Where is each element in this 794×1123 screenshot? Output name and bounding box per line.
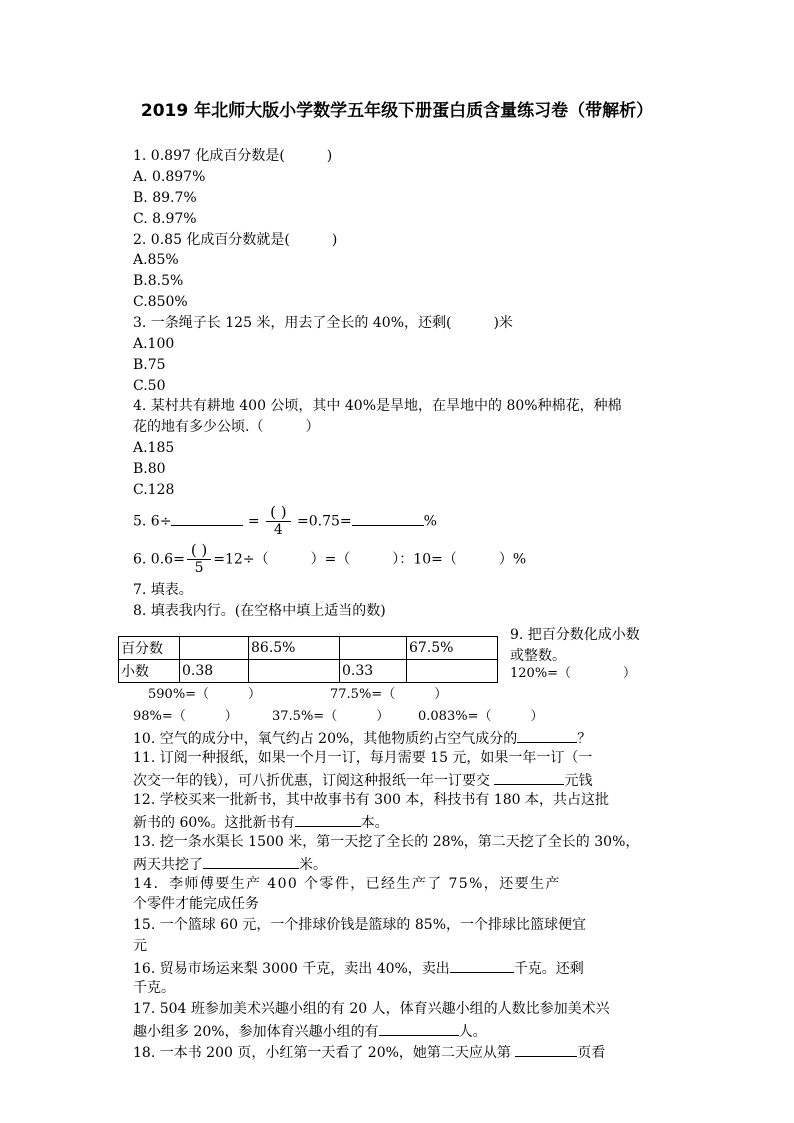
question-11-text: 次交一年的钱），可八折优惠，订阅这种报纸一年一订要交	[133, 773, 495, 789]
equals-sign: =	[247, 513, 260, 530]
question-17-unit: 人。	[458, 1024, 487, 1040]
question-16-line2: 千克。	[133, 980, 175, 996]
table-cell[interactable]	[340, 637, 407, 660]
question-12-line1: 12. 学校买来一批新书，其中故事书有 300 本，科技书有 180 本，共占这批	[133, 792, 609, 808]
document-title: 2019 年北师大版小学数学五年级下册蛋白质含量练习卷（带解析）	[140, 101, 654, 121]
question-3-option-b: B.75	[133, 357, 166, 373]
question-9-stem-line1: 9. 把百分数化成小数	[510, 627, 640, 643]
question-2-stem: 2. 0.85 化成百分数就是( )	[133, 232, 338, 248]
question-12-unit: 本。	[360, 815, 389, 831]
question-4-stem-line1: 4. 某村共有耕地 400 公顷，其中 40%是旱地，在旱地中的 80%种棉花，种棉	[133, 398, 622, 414]
question-11-unit: 元钱	[564, 773, 593, 789]
table-cell: 86.5%	[249, 637, 340, 660]
question-1-option-a: A. 0.897%	[133, 169, 206, 185]
question-9-item-37-5: 37.5%=（ ）	[272, 709, 390, 724]
question-2-option-a: A.85%	[133, 252, 179, 268]
question-2-option-c: C.850%	[133, 294, 188, 310]
question-17-text: 趣小组多 20%，参加体育兴趣小组的有	[133, 1024, 379, 1040]
question-14-line2: 个零件才能完成任务	[133, 896, 259, 912]
question-1-option-b: B. 89.7%	[133, 190, 197, 206]
question-11-line1: 11. 订阅一种报纸，如果一个月一订，每月需要 15 元，如果一年一订（一	[133, 750, 593, 766]
row-header-percent: 百分数	[119, 637, 180, 660]
answer-blank[interactable]	[171, 510, 243, 526]
question-5	[133, 504, 437, 539]
question-2-option-b: B.8.5%	[133, 273, 184, 289]
question-4-option-c: C.128	[133, 482, 175, 498]
question-15-line2: 元	[133, 938, 147, 954]
question-10	[133, 727, 591, 749]
answer-blank[interactable]	[352, 510, 424, 526]
answer-blank[interactable]	[450, 957, 514, 973]
question-4-stem-line2: 花的地有多少公顷.（ ）	[133, 419, 320, 435]
question-13-unit: 米。	[299, 857, 327, 873]
table-cell: 0.38	[180, 660, 249, 683]
question-10-text: 10. 空气的成分中，氧气约占 20%，其他物质约占空气成分的	[133, 731, 518, 747]
question-6-prefix: 6. 0.6=	[133, 551, 185, 568]
fill-in-table	[118, 636, 498, 683]
question-3-option-c: C.50	[133, 378, 166, 394]
question-1-stem: 1. 0.897 化成百分数是( )	[133, 148, 333, 164]
answer-blank[interactable]	[494, 769, 564, 785]
question-5-prefix: 5. 6÷	[133, 513, 172, 530]
question-9-item-0-083: 0.083%=（ ）	[418, 709, 544, 724]
question-18-text-2: 页看	[577, 1045, 606, 1061]
question-3-option-a: A.100	[133, 336, 175, 352]
answer-blank[interactable]	[515, 1041, 577, 1057]
question-9-item-77-5: 77.5%=（ ）	[330, 687, 448, 702]
question-17-line1: 17. 504 班参加美术兴趣小组的有 20 人，体育兴趣小组的人数比参加美术兴	[133, 1001, 610, 1017]
answer-blank[interactable]	[295, 811, 361, 827]
question-6	[133, 542, 526, 577]
table-row	[119, 660, 498, 683]
question-18-line1	[133, 1041, 605, 1063]
table-cell: 67.5%	[407, 637, 498, 660]
row-header-decimal: 小数	[119, 660, 180, 683]
table-cell[interactable]	[180, 637, 249, 660]
question-4-option-a: A.185	[133, 440, 175, 456]
question-16-text-2: 千克。还剩	[513, 961, 584, 977]
question-9-stem-line2: 或整数。	[510, 648, 566, 664]
fraction	[187, 542, 211, 577]
fraction-numerator[interactable]: ( )	[187, 542, 211, 560]
question-15-line1: 15. 一个篮球 60 元，一个排球价钱是篮球的 85%，一个排球比篮球便宜	[133, 917, 586, 933]
percent-sign: %	[423, 513, 437, 530]
question-12-text: 新书的 60%。这批新书有	[133, 815, 295, 831]
answer-blank[interactable]	[379, 1020, 459, 1036]
question-16-line1	[133, 957, 584, 979]
question-3-stem: 3. 一条绳子长 125 米，用去了全长的 40%，还剩( )米	[133, 315, 513, 331]
answer-blank[interactable]	[203, 853, 299, 869]
question-6-rest: =12÷（ ）=（ ）：10=（ ）%	[213, 551, 527, 568]
question-16-text: 16. 贸易市场运来梨 3000 千克，卖出 40%，卖出	[133, 961, 450, 977]
question-13-line2	[133, 853, 327, 875]
question-14-line1: 14．李师傅要生产 400 个零件，已经生产了 75%，还要生产	[133, 876, 561, 892]
question-4-option-b: B.80	[133, 461, 166, 477]
question-8: 8. 填表我内行。(在空格中填上适当的数)	[133, 603, 386, 619]
question-7: 7. 填表。	[133, 582, 193, 598]
question-12-line2	[133, 811, 389, 833]
fraction-denominator: 4	[273, 522, 283, 538]
table-cell[interactable]	[407, 660, 498, 683]
question-1-option-c: C. 8.97%	[133, 211, 197, 227]
question-17-line2	[133, 1020, 487, 1042]
question-13-line1: 13. 挖一条水渠长 1500 米，第一天挖了全长的 28%，第二天挖了全长的 30%，	[133, 834, 640, 850]
question-9-item-590: 590%=（ ）	[148, 687, 262, 702]
table-cell[interactable]	[249, 660, 340, 683]
question-9-item-120: 120%=（ ）	[510, 666, 637, 681]
question-18-text: 18. 一本书 200 页，小红第一天看了 20%，她第二天应从第	[133, 1045, 516, 1061]
question-5-middle: =0.75=	[297, 513, 352, 530]
table-cell: 0.33	[340, 660, 407, 683]
question-9-item-98: 98%=（ ）	[133, 709, 238, 724]
question-11-line2	[133, 769, 592, 791]
question-mark: ？	[577, 731, 592, 747]
fraction	[266, 504, 290, 539]
table-row	[119, 637, 498, 660]
fraction-denominator: 5	[194, 560, 204, 576]
fraction-numerator[interactable]: ( )	[266, 504, 290, 522]
answer-blank[interactable]	[517, 727, 577, 743]
question-13-text: 两天共挖了	[133, 857, 203, 873]
